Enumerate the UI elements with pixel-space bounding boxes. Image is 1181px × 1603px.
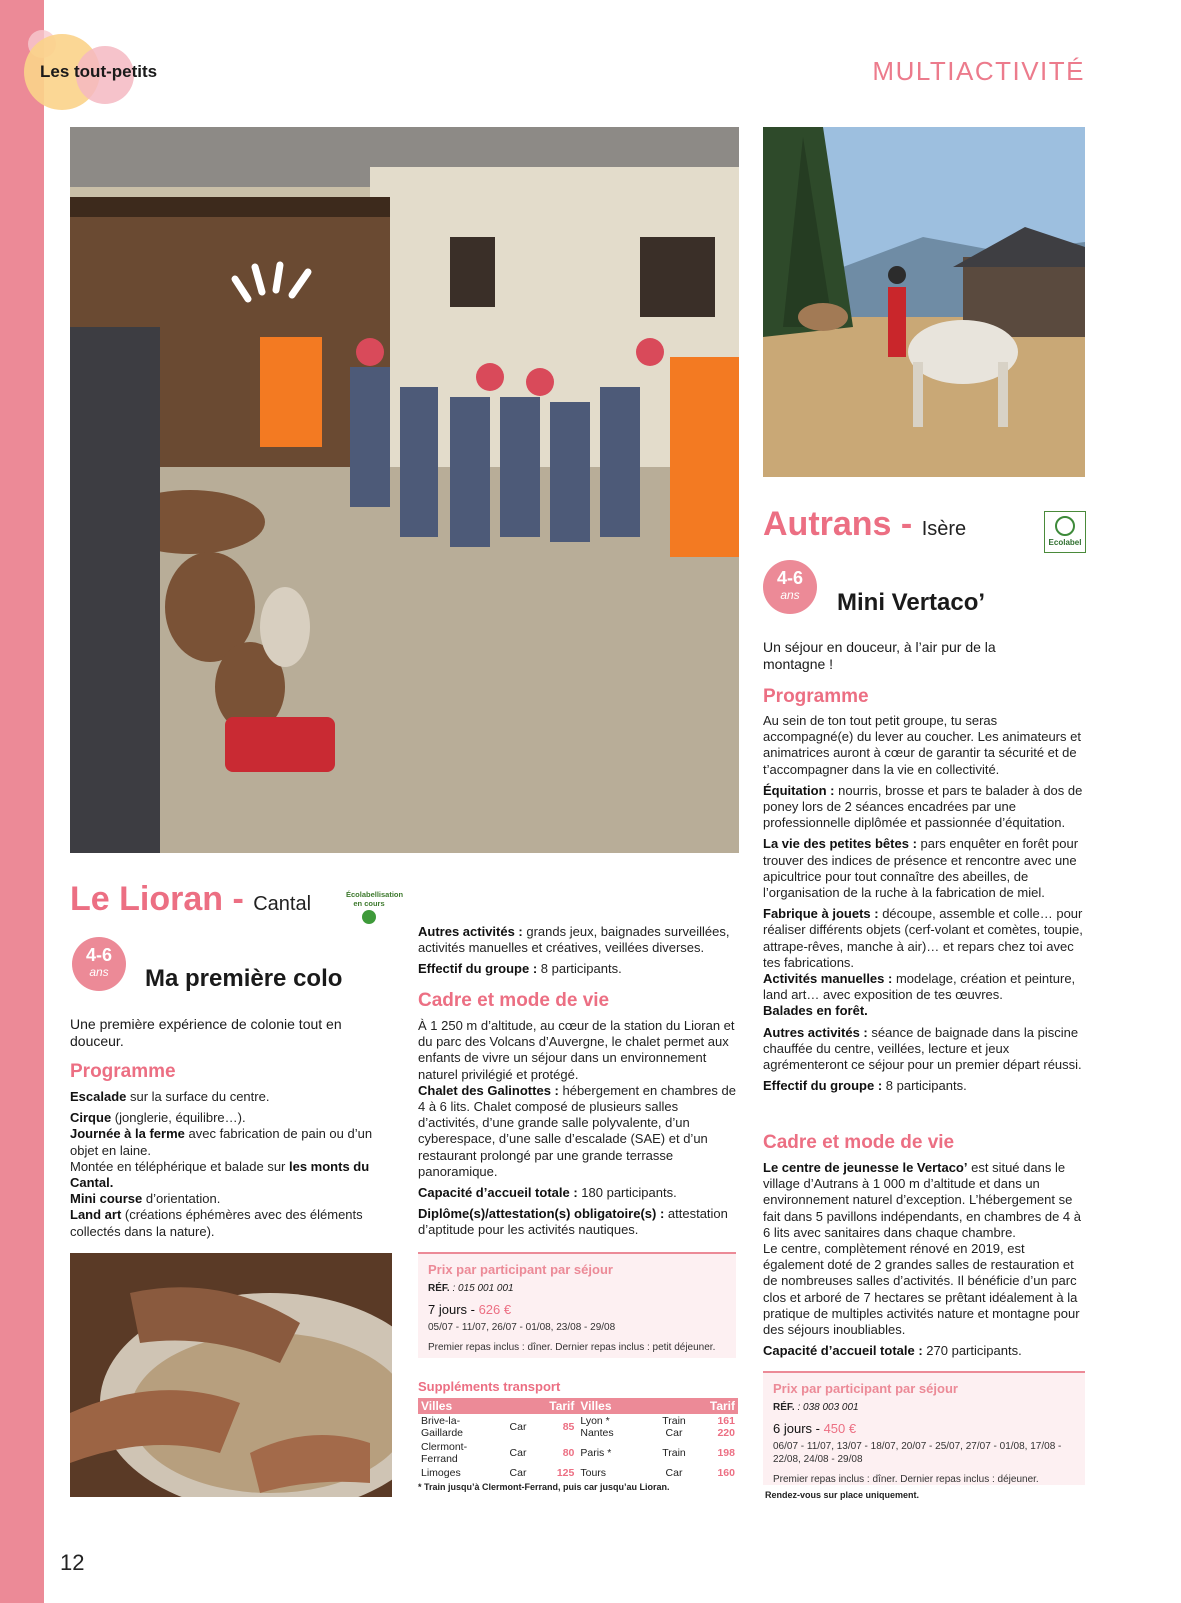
transport-title: Suppléments transport (418, 1379, 561, 1394)
autrans-group-size: Effectif du groupe : 8 participants. (763, 1078, 967, 1094)
eco-label-pending-text: Écolabellisation en cours (346, 890, 404, 908)
autrans-cadre-text: Le centre de jeunesse le Vertaco’ est situé dans le village d’Autrans à 1 000 m d’altitude et dans un environnement naturel d’exception. L’hébergement se fait dans 5 pavillons indépendants, en chambres de 4 à 6 lits avec sanitaires dans chaque chambre. (763, 1160, 1081, 1240)
lioran-title (70, 880, 311, 919)
lioran-programme-item: Montée en téléphérique et balade sur les monts du Cantal. (70, 1158, 370, 1191)
photo-bread-making (70, 1253, 392, 1497)
lioran-cadre-title: Cadre et mode de vie (418, 990, 610, 1011)
lioran-duration-price: 7 jours - 626 € (428, 1302, 512, 1317)
table-row: Brive-la-Gaillarde Car 85 Lyon * Nantes Train Car 161 220 (421, 1415, 735, 1439)
leaf-icon (362, 910, 376, 924)
autrans-age-unit: ans (780, 588, 800, 602)
lioran-programme-list (70, 1089, 392, 1240)
lioran-cadre (418, 1018, 736, 1244)
autrans-age-badge (763, 560, 817, 614)
page-number: 12 (60, 1550, 85, 1575)
lioran-dates: 05/07 - 11/07, 26/07 - 01/08, 23/08 - 29/08 (428, 1322, 616, 1333)
lioran-other-activities: Autres activités : grands jeux, baignades surveillées, activités manuelles et créatives, veillées diverses. (418, 924, 730, 956)
flower-icon (1055, 516, 1075, 536)
lioran-age-range: 4-6 (85, 945, 112, 965)
lioran-cadre-text: À 1 250 m d’altitude, au cœur de la station du Lioran et du parc des Volcans d’Auvergne, le chalet permet aux enfants de vivre un séjour dans un environnement naturel privilégié et protégé. (418, 1018, 735, 1082)
lioran-group-size: Effectif du groupe : 8 participants. (418, 961, 622, 977)
autrans-capacity: Capacité d’accueil totale : 270 participants. (763, 1343, 1022, 1359)
autrans-region: Isère (921, 518, 967, 540)
autrans-programme-item: Fabrique à jouets : découpe, assemble et colle… pour réaliser différents objets (cerf-volant et comètes, toupie, attrape-rêves, manche à air)… et repars chez toi avec tes fabrications. (763, 906, 1083, 970)
transport-note: * Train jusqu’à Clermont-Ferrand, puis car jusqu’au Lioran. (418, 1482, 670, 1492)
lioran-region: Cantal (253, 893, 312, 915)
ecolabel-text: Ecolabel (1048, 538, 1082, 547)
transport-header-price: Tarif (534, 1398, 577, 1414)
transport-table (418, 1398, 738, 1492)
autrans-age-range: 4-6 (776, 568, 803, 588)
lioran-place: Le Lioran - (70, 880, 254, 918)
lioran-chalet: Chalet des Galinottes : hébergement en chambres de 4 à 6 lits. Chalet composé de plusieurs salles d’activités, d’une grande salle polyvalente, d’un cyberespace, d’une salle d’escalade (SAE) et d’un restaurant prolongé par une grande terrasse panoramique. (418, 1082, 736, 1179)
autrans-programme (763, 713, 1085, 1099)
autrans-intro: Un séjour en douceur, à l’air pur de la montagne ! (763, 639, 996, 672)
lioran-meals: Premier repas inclus : dîner. Dernier repas inclus : petit déjeuner. (428, 1342, 716, 1353)
autrans-programme-intro: Au sein de ton tout petit groupe, tu seras accompagné(e) du lever au coucher. Les animateurs et animatrices auront à cœur de garantir ta sécurité et de t’accompagner dans la vie en collectivité. (763, 713, 1081, 777)
photo-horse (763, 127, 1085, 477)
transport-header-price: Tarif (695, 1398, 738, 1414)
autrans-stay-name: Mini Vertaco’ (837, 589, 986, 616)
autrans-title (763, 505, 966, 544)
lioran-programme-item: Mini course d’orientation. (70, 1191, 221, 1207)
section-tag: Les tout-petits (40, 62, 158, 81)
lioran-programme-title: Programme (70, 1061, 176, 1082)
lioran-age-badge (72, 937, 126, 991)
autrans-programme-item: Balades en forêt. (763, 1003, 868, 1019)
section-title: MULTIACTIVITÉ (872, 56, 1085, 86)
autrans-duration-price: 6 jours - 450 € (773, 1421, 857, 1436)
lioran-details (418, 924, 736, 983)
lioran-price-box (418, 1252, 736, 1358)
lioran-reference: RÉF. : 015 001 001 (428, 1283, 514, 1294)
autrans-dates: 06/07 - 11/07, 13/07 - 18/07, 20/07 - 25/07, 27/07 - 01/08, 17/08 - 22/08, 24/08 - 29/08 (773, 1441, 1062, 1465)
lioran-age-unit: ans (89, 965, 109, 979)
autrans-programme-item: Activités manuelles : modelage, création et peinture, land art… avec exposition de tes œuvres. (763, 971, 1076, 1003)
autrans-cadre-text2: Le centre, complètement rénové en 2019, est également doté de 2 grandes salles de restauration et de nombreuses salles d’activités. Il bénéficie d’un parc clos et arboré de 7 hectares se prêtant idéalement à la pratique de multiples activités nature et montagne pour des séjours inoubliables. (763, 1241, 1080, 1338)
autrans-cadre-title: Cadre et mode de vie (763, 1132, 955, 1153)
lioran-programme-item: Escalade sur la surface du centre. (70, 1089, 270, 1104)
lioran-programme-item: Journée à la ferme avec fabrication de pain ou d’un objet en laine. (70, 1126, 373, 1158)
lioran-capacity: Capacité d’accueil totale : 180 participants. (418, 1185, 677, 1201)
autrans-reference: RÉF. : 038 003 001 (773, 1402, 859, 1413)
transport-header-cities: Villes (418, 1398, 502, 1414)
transport-header-cities: Villes (577, 1398, 653, 1414)
autrans-programme-item: La vie des petites bêtes : pars enquêter en forêt pour trouver des indices de présence et rencontre avec une apicultrice pour tout connaître des abeilles, de l’organisation de la ruche à la fabrication de miel. (763, 836, 1079, 901)
table-row: Clermont-Ferrand Car 80 Paris * Train 198 (421, 1441, 735, 1465)
autrans-other-activities: Autres activités : séance de baignade dans la piscine chauffée du centre, veillées, lecture et jeux agrémenteront ce séjour pour un premier départ réussi. (763, 1024, 1082, 1073)
autrans-price-title: Prix par participant par séjour (773, 1381, 958, 1396)
autrans-programme-item: Équitation : nourris, brosse et pars te balader à dos de poney lors de 2 séances encadrées par une professionnelle diplômée et passionnée d’équitation. (763, 782, 1083, 831)
autrans-programme-title: Programme (763, 686, 869, 707)
autrans-meals: Premier repas inclus : dîner. Dernier repas inclus : déjeuner. (773, 1474, 1039, 1485)
autrans-place: Autrans - (763, 505, 922, 543)
eco-label-pending-badge (346, 890, 404, 928)
table-row: Limoges Car 125 Tours Car 160 (421, 1467, 735, 1479)
autrans-price-box (763, 1371, 1085, 1485)
lioran-programme-item: Cirque (jonglerie, équilibre…). (70, 1110, 246, 1126)
lioran-intro: Une première expérience de colonie tout en douceur. (70, 1016, 342, 1049)
left-color-band (0, 0, 44, 1603)
lioran-stay-name: Ma première colo (145, 965, 343, 992)
autrans-rdv-note: Rendez-vous sur place uniquement. (765, 1490, 920, 1500)
lioran-diploma: Diplôme(s)/attestation(s) obligatoire(s) : attestation d’aptitude pour les activités nautiques. (418, 1206, 728, 1238)
photo-children-goats (70, 127, 739, 853)
ecolabel-badge (1044, 511, 1086, 553)
autrans-cadre (763, 1160, 1085, 1364)
lioran-programme-item: Land art (créations éphémères avec des éléments collectés dans la nature). (70, 1207, 363, 1239)
lioran-price-title: Prix par participant par séjour (428, 1262, 613, 1277)
